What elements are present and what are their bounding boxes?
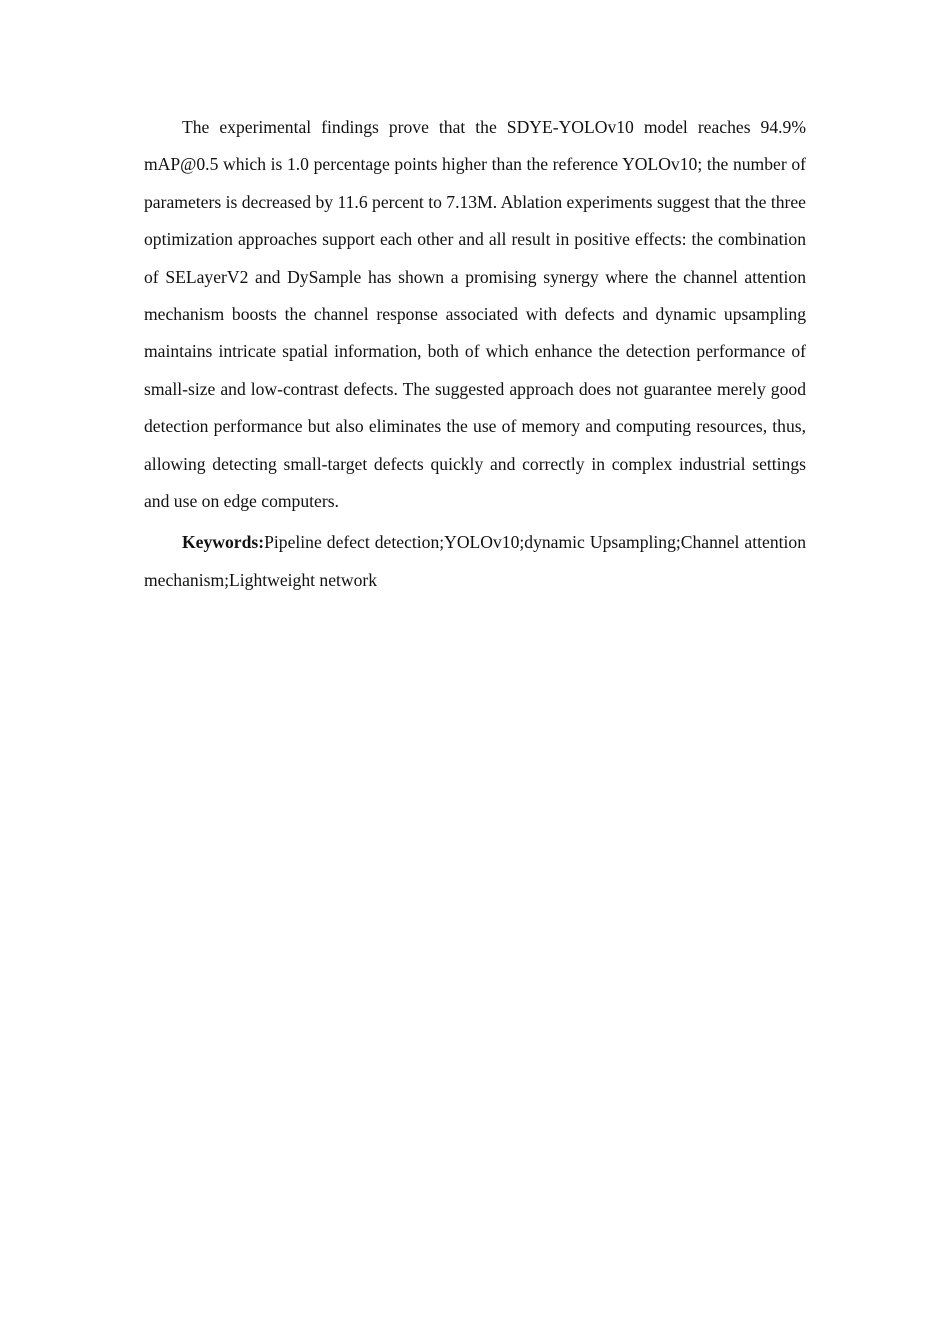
abstract-paragraph: The experimental findings prove that the SDYE-YOLOv10 model reaches 94.9% mAP@0.5 which is 1.0 percentage points higher than the reference YOLOv10; the number of parameters is decreased by 11.6 percent to 7.13M. Ablation experiments suggest that the three optimization approaches support each other and all result in positive effects: the combination of SELayerV2 and DySample has shown a promising synergy where the channel attention mechanism boosts the channel response associated with defects and dynamic upsampling maintains intricate spatial information, both of which enhance the detection performance of small-size and low-contrast defects. The suggested approach does not guarantee merely good detection performance but also eliminates the use of memory and computing resources, thus, allowing detecting small-target defects quickly and correctly in complex industrial settings and use on edge computers. [144, 117, 806, 512]
keywords-text: Pipeline defect detection;YOLOv10;dynamic Upsampling;Channel attention mechanism;Lightweight network [144, 532, 806, 590]
keywords-label: Keywords: [182, 532, 265, 553]
abstract-section [144, 109, 806, 599]
keywords-line [144, 524, 806, 599]
